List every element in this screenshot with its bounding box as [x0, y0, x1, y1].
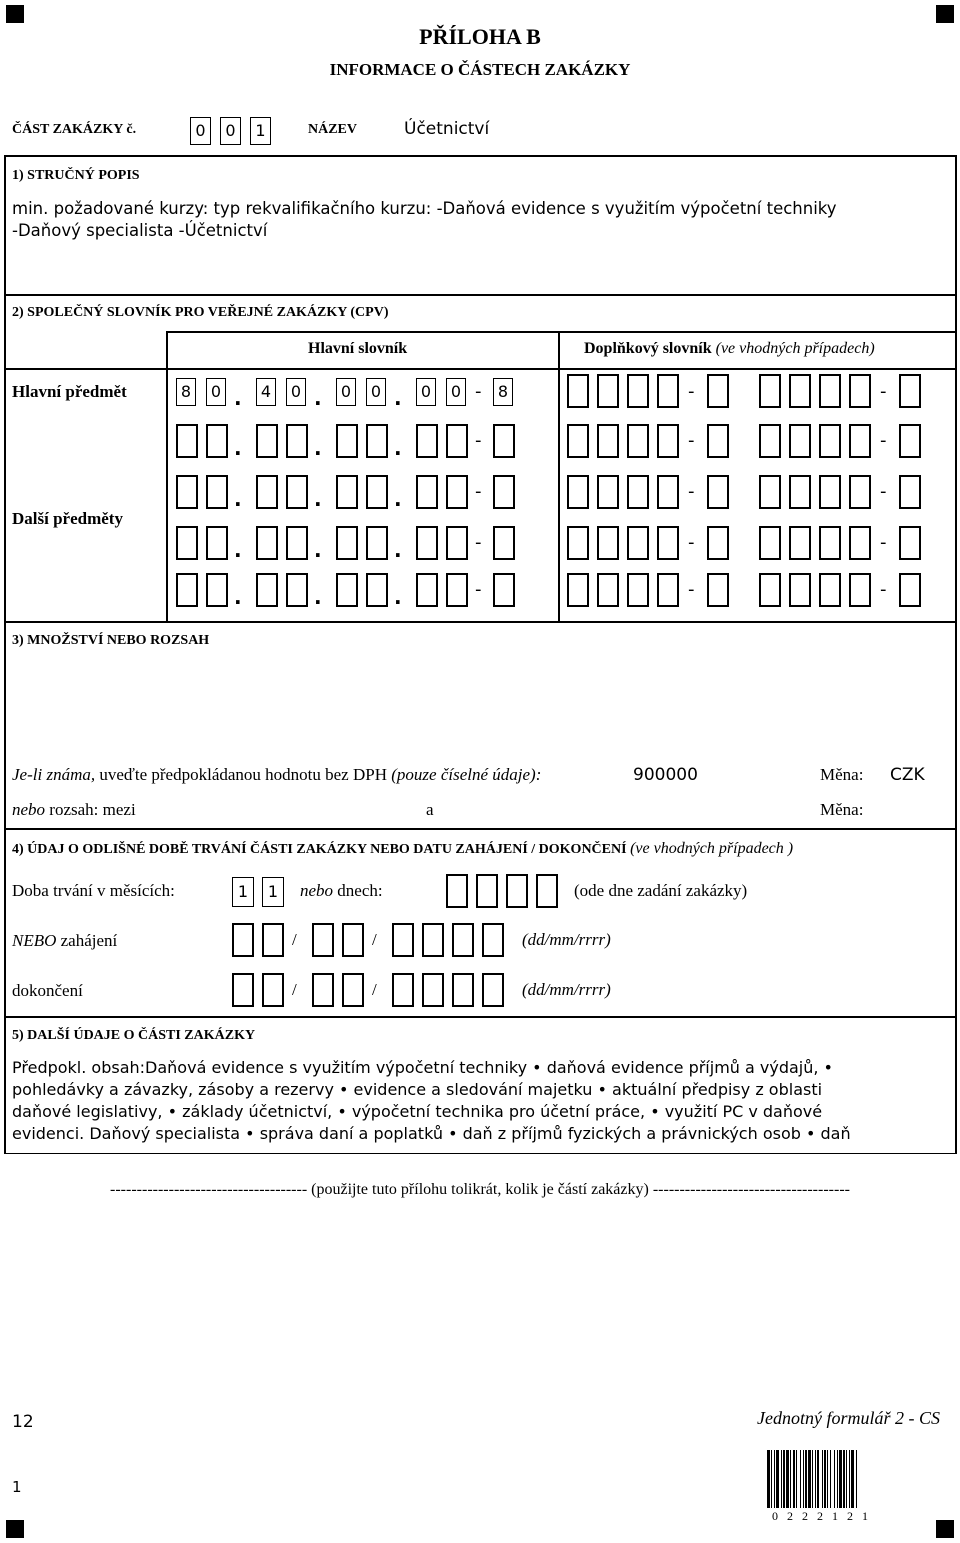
cpv-code-box[interactable]	[416, 424, 438, 458]
cpv-dash: -	[475, 381, 482, 402]
part-name-label: NÁZEV	[308, 122, 358, 137]
form-name: Jednotný formulář 2 - CS	[757, 1408, 940, 1428]
cpv-code-box[interactable]	[336, 526, 358, 560]
part-label: ČÁST ZAKÁZKY č.	[12, 122, 137, 137]
section1-title: 1) STRUČNÝ POPIS	[12, 168, 140, 183]
supp-code-box[interactable]	[707, 424, 729, 458]
supp-code-box[interactable]	[759, 424, 781, 458]
cpv-dot: .	[394, 538, 402, 562]
barcode-bar	[808, 1450, 811, 1508]
cpv-code-box[interactable]	[366, 573, 388, 607]
divider	[4, 828, 957, 830]
part-digit-box[interactable]: 0	[190, 117, 211, 145]
cpv-code-box[interactable]	[336, 573, 358, 607]
barcode-bar	[793, 1450, 795, 1508]
sheet-number: 1	[12, 1478, 22, 1496]
section5-overflow-mask	[6, 1147, 955, 1153]
barcode-bar	[783, 1450, 785, 1508]
divider	[4, 621, 957, 623]
supp-vocab-header	[584, 340, 875, 358]
date-day-box[interactable]	[232, 923, 254, 957]
barcode-bar	[815, 1450, 816, 1508]
months-digit-box[interactable]: 1	[262, 877, 284, 907]
barcode-bar	[837, 1450, 838, 1508]
supp-code-box[interactable]	[789, 573, 811, 607]
cpv-code-box[interactable]	[493, 526, 515, 560]
cpv-dot: .	[314, 386, 322, 410]
supp-code-box[interactable]	[759, 573, 781, 607]
cpv-dot: .	[314, 538, 322, 562]
section5-text-line[interactable]: evidenci. Daňový specialista • správa daní a poplatků • daň z příjmů fyzických a právnických osob • daň	[12, 1124, 851, 1143]
supp-code-box[interactable]	[567, 424, 589, 458]
supp-dash: -	[880, 579, 887, 600]
supp-code-box[interactable]	[627, 573, 649, 607]
divider	[4, 368, 957, 370]
cpv-code-box[interactable]	[206, 424, 228, 458]
section4-title	[12, 840, 793, 858]
days-box[interactable]	[506, 874, 528, 908]
supp-dash: -	[880, 481, 887, 502]
date-slash: /	[292, 980, 297, 999]
cpv-code-box[interactable]	[256, 573, 278, 607]
corner-marker-bottom-left	[6, 1520, 24, 1538]
barcode-bar	[805, 1450, 807, 1508]
date-month-box[interactable]	[312, 923, 334, 957]
supp-dash: -	[880, 532, 887, 553]
cpv-dash: -	[475, 481, 482, 502]
cpv-digit-box[interactable]: 0	[206, 378, 226, 406]
cpv-code-box[interactable]	[446, 573, 468, 607]
supp-code-box[interactable]	[657, 374, 679, 408]
supp-code-box[interactable]	[597, 475, 619, 509]
cpv-dash: -	[475, 579, 482, 600]
divider	[4, 294, 957, 296]
cpv-dot: .	[234, 487, 242, 511]
cpv-dot: .	[394, 436, 402, 460]
barcode-bar	[851, 1450, 854, 1508]
cpv-code-box[interactable]	[446, 526, 468, 560]
supp-code-box[interactable]	[597, 573, 619, 607]
cpv-code-box[interactable]	[366, 475, 388, 509]
barcode-bar	[824, 1450, 826, 1508]
cpv-digit-box[interactable]: 8	[493, 378, 513, 406]
cpv-code-box[interactable]	[446, 424, 468, 458]
duration-label: Doba trvání v měsících:	[12, 881, 175, 900]
date-year-box[interactable]	[452, 923, 474, 957]
date-slash: /	[292, 930, 297, 949]
section5-text-line[interactable]: Předpokl. obsah:Daňová evidence s využitím výpočetní techniky • daňová evidence příjmů a výdajů, •	[12, 1058, 833, 1077]
value-label-italic: Je-li známa,	[12, 765, 96, 784]
section4-title-text: 4) ÚDAJ O ODLIŠNÉ DOBĚ TRVÁNÍ ČÁSTI ZAKÁZKY NEBO DATU ZAHÁJENÍ / DOKONČENÍ	[12, 842, 627, 857]
cpv-code-box[interactable]	[493, 573, 515, 607]
supp-vocab-title: Doplňkový slovník	[584, 340, 712, 357]
supp-code-box[interactable]	[657, 526, 679, 560]
section5-text-line[interactable]: pohledávky a závazky, zásoby a rezervy • evidence a sledování majetku • aktuální předpisy z oblasti	[12, 1080, 823, 1099]
cpv-code-box[interactable]	[206, 573, 228, 607]
date-year-box[interactable]	[452, 973, 474, 1007]
range-label	[12, 800, 136, 820]
supp-code-box[interactable]	[789, 424, 811, 458]
supp-code-box[interactable]	[849, 374, 871, 408]
supp-code-box[interactable]	[899, 374, 921, 408]
page-number: 12	[12, 1412, 34, 1432]
column-divider	[166, 331, 168, 621]
corner-marker-bottom-right	[936, 1520, 954, 1538]
barcode-bar	[776, 1450, 779, 1508]
cpv-code-box[interactable]	[493, 424, 515, 458]
barcode-bar	[781, 1450, 782, 1508]
date-year-box[interactable]	[392, 973, 414, 1007]
supp-dash: -	[688, 381, 695, 402]
barcode-bar	[800, 1450, 801, 1508]
days-box[interactable]	[446, 874, 468, 908]
date-month-box[interactable]	[342, 923, 364, 957]
section5-title: 5) DALŠÍ ÚDAJE O ČÁSTI ZAKÁZKY	[12, 1028, 256, 1043]
barcode-bar	[817, 1450, 819, 1508]
cpv-digit-box[interactable]: 4	[256, 378, 276, 406]
days-note: (ode dne zadání zakázky)	[574, 881, 748, 900]
supp-code-box[interactable]	[819, 424, 841, 458]
months-digit-box[interactable]: 1	[232, 877, 254, 907]
days-label-text: dnech:	[337, 881, 383, 900]
supp-code-box[interactable]	[849, 475, 871, 509]
supp-code-box[interactable]	[759, 526, 781, 560]
section5-text-line[interactable]: daňové legislativy, • základy účetnictví, • výpočetní technika pro účetní práce, • využití PC v daňové	[12, 1102, 823, 1121]
barcode-bar	[771, 1450, 772, 1508]
barcode-bar	[796, 1450, 797, 1508]
barcode-bar	[839, 1450, 842, 1508]
main-subject-label: Hlavní předmět	[12, 382, 127, 401]
supp-code-box[interactable]	[707, 573, 729, 607]
supp-code-box[interactable]	[899, 526, 921, 560]
cpv-dot: .	[234, 538, 242, 562]
supp-code-box[interactable]	[567, 573, 589, 607]
corner-marker-top-right	[936, 5, 954, 23]
corner-marker-top-left	[6, 5, 24, 23]
section1-text-line[interactable]: -Daňový specialista -Účetnictví	[12, 221, 268, 240]
date-year-box[interactable]	[482, 923, 504, 957]
date-month-box[interactable]	[342, 973, 364, 1007]
supp-code-box[interactable]	[567, 526, 589, 560]
supp-dash: -	[688, 481, 695, 502]
cpv-code-box[interactable]	[206, 475, 228, 509]
supp-code-box[interactable]	[707, 526, 729, 560]
estimated-value-label	[12, 765, 541, 785]
supp-code-box[interactable]	[627, 526, 649, 560]
main-vocab-header: Hlavní slovník	[308, 340, 408, 357]
supp-code-box[interactable]	[707, 374, 729, 408]
cpv-code-box[interactable]	[176, 526, 198, 560]
barcode-bar	[774, 1450, 775, 1508]
end-date-label: dokončení	[12, 981, 83, 1000]
date-format-hint: (dd/mm/rrrr)	[522, 930, 611, 949]
cpv-dot: .	[234, 436, 242, 460]
supp-code-box[interactable]	[849, 526, 871, 560]
cpv-code-box[interactable]	[366, 526, 388, 560]
cpv-code-box[interactable]	[256, 424, 278, 458]
date-slash: /	[372, 930, 377, 949]
cpv-code-box[interactable]	[416, 526, 438, 560]
supp-code-box[interactable]	[567, 475, 589, 509]
days-label	[300, 881, 383, 901]
barcode-bar	[846, 1450, 847, 1508]
cpv-code-box[interactable]	[286, 526, 308, 560]
value-label-note: (pouze číselné údaje):	[391, 765, 542, 784]
start-label-text: zahájení	[60, 931, 118, 950]
date-day-box[interactable]	[262, 923, 284, 957]
days-box[interactable]	[476, 874, 498, 908]
column-divider	[558, 331, 560, 621]
supp-code-box[interactable]	[789, 475, 811, 509]
cpv-dot: .	[234, 386, 242, 410]
supp-code-box[interactable]	[707, 475, 729, 509]
supp-dash: -	[688, 430, 695, 451]
supp-code-box[interactable]	[627, 374, 649, 408]
cpv-dot: .	[234, 585, 242, 609]
supp-code-box[interactable]	[627, 475, 649, 509]
cpv-digit-box[interactable]: 0	[366, 378, 386, 406]
part-digit-box[interactable]: 1	[250, 117, 271, 145]
range-label-italic: nebo	[12, 800, 46, 819]
supp-dash: -	[880, 381, 887, 402]
section3-title: 3) MNOŽSTVÍ NEBO ROZSAH	[12, 633, 210, 648]
cpv-code-box[interactable]	[336, 475, 358, 509]
cpv-dot: .	[394, 487, 402, 511]
barcode-bar	[849, 1450, 850, 1508]
cpv-code-box[interactable]	[176, 475, 198, 509]
supp-code-box[interactable]	[567, 374, 589, 408]
supp-code-box[interactable]	[819, 526, 841, 560]
section4-title-note: (ve vhodných případech )	[630, 840, 794, 857]
barcode-bar	[803, 1450, 804, 1508]
cpv-dot: .	[394, 386, 402, 410]
range-label-text: rozsah: mezi	[49, 800, 136, 819]
supp-code-box[interactable]	[849, 573, 871, 607]
cpv-code-box[interactable]	[176, 424, 198, 458]
cpv-code-box[interactable]	[176, 573, 198, 607]
supp-code-box[interactable]	[899, 424, 921, 458]
supp-code-box[interactable]	[759, 475, 781, 509]
range-and: a	[426, 800, 434, 819]
barcode-bar	[767, 1450, 770, 1508]
supp-code-box[interactable]	[657, 573, 679, 607]
days-box[interactable]	[536, 874, 558, 908]
supp-code-box[interactable]	[819, 374, 841, 408]
cpv-code-box[interactable]	[366, 424, 388, 458]
cpv-dot: .	[314, 436, 322, 460]
barcode-bar	[786, 1450, 789, 1508]
separator-note: ------------------------------------- (použijte tuto přílohu tolikrát, kolik je částí zakázky) -------------------------------------	[110, 1181, 850, 1198]
supp-code-box[interactable]	[657, 475, 679, 509]
date-day-box[interactable]	[262, 973, 284, 1007]
cpv-dash: -	[475, 430, 482, 451]
supp-vocab-note: (ve vhodných případech)	[715, 340, 875, 357]
barcode-bar	[790, 1450, 791, 1508]
barcode-digits: 0 2 2 2 1 2 1	[772, 1509, 869, 1523]
cpv-digit-box[interactable]: 0	[416, 378, 436, 406]
cpv-code-box[interactable]	[416, 475, 438, 509]
cpv-code-box[interactable]	[256, 475, 278, 509]
value-label-text: uveďte předpokládanou hodnotu bez DPH	[99, 765, 387, 784]
estimated-value[interactable]: 900000	[633, 765, 698, 785]
supp-code-box[interactable]	[789, 526, 811, 560]
cpv-dash: -	[475, 532, 482, 553]
barcode-bar	[830, 1450, 831, 1508]
barcode-bar	[812, 1450, 813, 1508]
date-day-box[interactable]	[232, 973, 254, 1007]
other-subjects-label: Další předměty	[12, 509, 123, 528]
cpv-digit-box[interactable]: 0	[446, 378, 466, 406]
date-slash: /	[372, 980, 377, 999]
supp-code-box[interactable]	[657, 424, 679, 458]
supp-code-box[interactable]	[899, 475, 921, 509]
cpv-digit-box[interactable]: 0	[286, 378, 306, 406]
cpv-dot: .	[314, 487, 322, 511]
date-year-box[interactable]	[422, 923, 444, 957]
barcode-bar	[827, 1450, 828, 1508]
section1-text-line[interactable]: min. požadované kurzy: typ rekvalifikačního kurzu: -Daňová evidence s využitím výpočetní techniky	[12, 199, 837, 218]
date-month-box[interactable]	[312, 973, 334, 1007]
supp-code-box[interactable]	[597, 526, 619, 560]
barcode-bar	[856, 1450, 857, 1508]
cpv-digit-box[interactable]: 8	[176, 378, 196, 406]
barcode-bar	[843, 1450, 845, 1508]
supp-dash: -	[688, 532, 695, 553]
currency-label-2: Měna:	[820, 800, 864, 819]
cpv-code-box[interactable]	[206, 526, 228, 560]
cpv-code-box[interactable]	[256, 526, 278, 560]
divider	[166, 331, 957, 333]
barcode-bar	[822, 1450, 823, 1508]
date-year-box[interactable]	[422, 973, 444, 1007]
currency-value[interactable]: CZK	[890, 765, 925, 785]
date-year-box[interactable]	[392, 923, 414, 957]
date-format-hint: (dd/mm/rrrr)	[522, 980, 611, 999]
cpv-code-box[interactable]	[286, 573, 308, 607]
supp-code-box[interactable]	[627, 424, 649, 458]
supp-code-box[interactable]	[849, 424, 871, 458]
start-date-label	[12, 931, 117, 951]
days-label-italic: nebo	[300, 881, 334, 900]
cpv-code-box[interactable]	[286, 424, 308, 458]
divider	[4, 1016, 957, 1018]
supp-code-box[interactable]	[759, 374, 781, 408]
supp-code-box[interactable]	[789, 374, 811, 408]
part-name-value[interactable]: Účetnictví	[404, 119, 490, 139]
cpv-digit-box[interactable]: 0	[336, 378, 356, 406]
supp-code-box[interactable]	[597, 424, 619, 458]
section2-title: 2) SPOLEČNÝ SLOVNÍK PRO VEŘEJNÉ ZAKÁZKY (CPV)	[12, 305, 389, 320]
supp-dash: -	[880, 430, 887, 451]
page-subtitle: INFORMACE O ČÁSTECH ZAKÁZKY	[329, 60, 631, 79]
cpv-code-box[interactable]	[286, 475, 308, 509]
part-digit-box[interactable]: 0	[220, 117, 241, 145]
page-title: PŘÍLOHA B	[419, 24, 541, 49]
currency-label: Měna:	[820, 765, 864, 784]
barcode	[767, 1450, 947, 1510]
date-year-box[interactable]	[482, 973, 504, 1007]
supp-code-box[interactable]	[819, 475, 841, 509]
supp-code-box[interactable]	[819, 573, 841, 607]
supp-code-box[interactable]	[899, 573, 921, 607]
cpv-code-box[interactable]	[416, 573, 438, 607]
supp-code-box[interactable]	[597, 374, 619, 408]
barcode-bar	[834, 1450, 835, 1508]
start-label-italic: NEBO	[12, 931, 57, 950]
cpv-code-box[interactable]	[446, 475, 468, 509]
cpv-code-box[interactable]	[493, 475, 515, 509]
cpv-dot: .	[314, 585, 322, 609]
supp-dash: -	[688, 579, 695, 600]
cpv-code-box[interactable]	[336, 424, 358, 458]
cpv-dot: .	[394, 585, 402, 609]
